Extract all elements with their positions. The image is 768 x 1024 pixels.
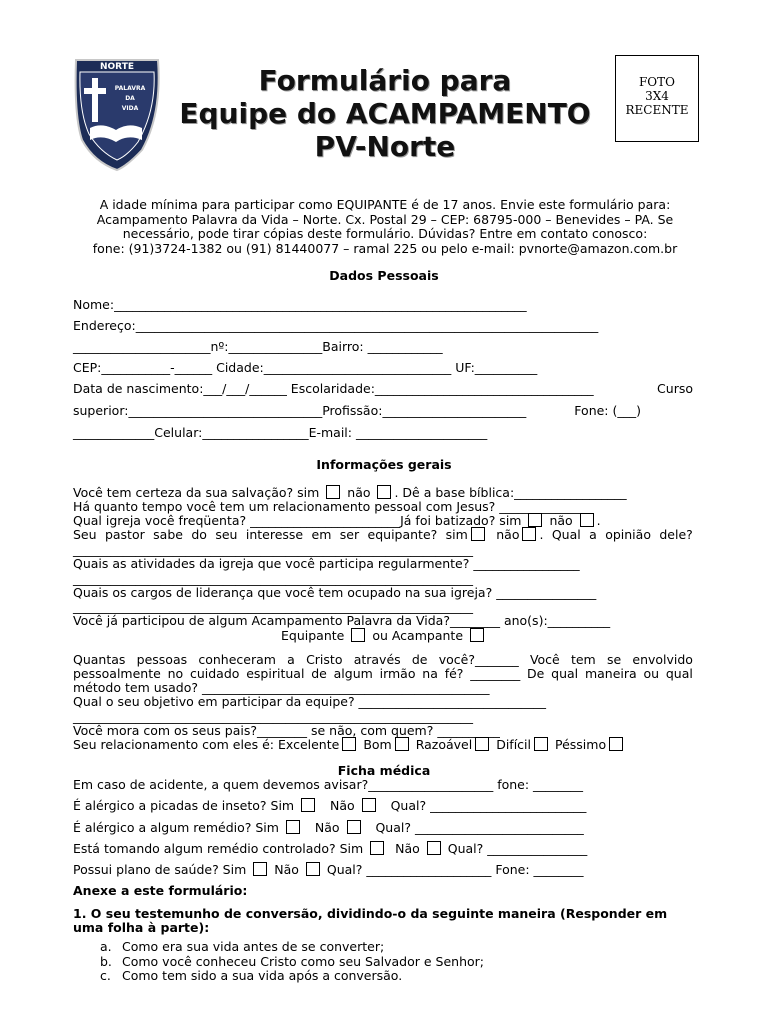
anexo-item-1-line-1: 1. O seu testemunho de conversão, dividindo-o da seguinte maneira (Responder em [73, 906, 668, 921]
intro-text: A idade mínima para participar como EQUIPANTE é de 17 anos. Envie este formulário para: Acampamento Palavra da Vida – Norte. Cx. Postal 29 – CEP: 68795-000 – Benevides – PA. Se necessário, pode tirar cópias deste formulário. Dúvidas? Entre em contato conosco: fone: (91)3724-1382 ou (91) 81440077 – ramal 225 ou pelo e-mail: pvnorte@amazon.com.br [92, 197, 678, 256]
controlado-sim-checkbox[interactable] [370, 841, 384, 855]
testemunho-subitems [100, 940, 484, 984]
pessoas-question: Quantas pessoas conheceram a Cristo através de você?_______ Você tem se envolvido [73, 652, 693, 667]
list-item: c. Como tem sido a sua vida após a conversão. [100, 968, 403, 983]
acampante-checkbox[interactable] [470, 628, 484, 642]
objetivo-answer-line[interactable]: ________________________________________________________________ [73, 709, 473, 724]
nascimento-escolaridade-field[interactable]: Data de nascimento:___/___/______ Escolaridade:___________________________________ Curso [73, 381, 693, 396]
photo-placeholder-box: FOTO 3X4 RECENTE [615, 55, 699, 142]
remedio-nao-checkbox[interactable] [347, 820, 361, 834]
atividades-question[interactable]: Quais as atividades da igreja que você participa regularmente? _________________ [73, 556, 580, 571]
objetivo-question[interactable]: Qual o seu objetivo em participar da equipe? ______________________________ [73, 694, 547, 709]
section-title-dados-pessoais: Dados Pessoais [329, 268, 439, 283]
acidente-question[interactable]: Em caso de acidente, a quem devemos avisar?____________________ fone: ________ [73, 777, 584, 792]
endereco-field[interactable]: Endereço:__________________________________________________________________________ [73, 318, 599, 333]
title-line-1: Formulário para [258, 64, 512, 97]
svg-text:VIDA: VIDA [121, 105, 139, 112]
cargos-answer-line[interactable]: ________________________________________________________________ [73, 599, 473, 614]
atividades-answer-line[interactable]: ________________________________________________________________ [73, 571, 473, 586]
numero-bairro-field[interactable]: ______________________nº:_______________Bairro: ____________ [73, 339, 443, 354]
participou-question[interactable]: Você já participou de algum Acampamento Palavra da Vida?________ ano(s):__________ [73, 613, 611, 628]
cep-cidade-uf-field[interactable]: CEP:___________-______ Cidade:______________________________ UF:__________ [73, 360, 538, 375]
plano-nao-checkbox[interactable] [306, 862, 320, 876]
anexo-title: Anexe a este formulário: [73, 883, 248, 898]
pastor-question: Seu pastor sabe do seu interesse em ser equipante? sim não . Qual a opinião dele? [73, 527, 693, 542]
plano-sim-checkbox[interactable] [253, 862, 267, 876]
pessoalmente-question: pessoalmente no cuidado espiritual de algum irmão na fé? ________ De qual maneira ou qual [73, 666, 693, 681]
bom-checkbox[interactable] [395, 737, 409, 751]
controlado-nao-checkbox[interactable] [427, 841, 441, 855]
title-line-3: PV-Norte [314, 130, 456, 163]
cargos-question[interactable]: Quais os cargos de liderança que você tem ocupado na sua igreja? ________________ [73, 585, 597, 600]
section-title-informacoes-gerais: Informações gerais [316, 457, 452, 472]
tempo-relacionamento-question[interactable]: Há quanto tempo você tem um relacionamento pessoal com Jesus? ______________ [73, 499, 587, 514]
mora-pais-question[interactable]: Você mora com os seus pais?________ se não, com quem? __________ [73, 723, 500, 738]
logo-text: NORTE [100, 62, 134, 72]
remedio-sim-checkbox[interactable] [286, 820, 300, 834]
controlado-question: Está tomando algum remédio controlado? Sim Não Qual? ________________ [73, 841, 588, 856]
dificil-checkbox[interactable] [534, 737, 548, 751]
inseto-question: É alérgico a picadas de inseto? Sim Não Qual? _________________________ [73, 798, 587, 813]
inseto-sim-checkbox[interactable] [301, 798, 315, 812]
pessimo-checkbox[interactable] [609, 737, 623, 751]
list-item: a. Como era sua vida antes de se converter; [100, 939, 385, 954]
remedio-question: É alérgico a algum remédio? Sim Não Qual? ___________________________ [73, 820, 584, 835]
svg-text:DA: DA [125, 95, 135, 102]
nome-field[interactable]: Nome:__________________________________________________________________ [73, 297, 527, 312]
plano-saude-question: Possui plano de saúde? Sim Não Qual? ____________________ Fone: ________ [73, 862, 584, 877]
igreja-question: Qual igreja você freqüenta? ________________________Já foi batizado? sim não . [73, 513, 601, 528]
relacionamento-question: Seu relacionamento com eles é: Excelente Bom Razoável Difícil Péssimo [73, 737, 626, 752]
pastor-nao-checkbox[interactable] [522, 527, 536, 541]
metodo-question[interactable]: método tem usado? ______________________________________________ [73, 680, 490, 695]
celular-email-field[interactable]: _____________Celular:_________________E-mail: _____________________ [73, 425, 488, 440]
batizado-sim-checkbox[interactable] [528, 513, 542, 527]
inseto-nao-checkbox[interactable] [362, 798, 376, 812]
equipante-checkbox[interactable] [351, 628, 365, 642]
batizado-nao-checkbox[interactable] [580, 513, 594, 527]
pastor-answer-line[interactable]: ________________________________________________________________ [73, 542, 473, 557]
salvacao-question: Você tem certeza da sua salvação? sim não . Dê a base bíblica:__________________ [73, 485, 627, 500]
salvacao-sim-checkbox[interactable] [326, 485, 340, 499]
excelente-checkbox[interactable] [342, 737, 356, 751]
form-title [140, 64, 630, 163]
salvacao-nao-checkbox[interactable] [377, 485, 391, 499]
section-title-ficha-medica: Ficha médica [337, 763, 431, 778]
list-item: b. Como você conheceu Cristo como seu Salvador e Senhor; [100, 953, 485, 969]
participou-options: Equipante ou Acampante [281, 628, 487, 643]
title-line-2: Equipe do ACAMPAMENTO [179, 97, 591, 130]
svg-text:PALAVRA: PALAVRA [114, 85, 146, 92]
superior-profissao-field[interactable]: superior:_______________________________Profissão:_______________________ Fone: (___) [73, 403, 641, 418]
pastor-sim-checkbox[interactable] [471, 527, 485, 541]
anexo-item-1-line-2: uma folha à parte): [73, 920, 210, 935]
razoavel-checkbox[interactable] [475, 737, 489, 751]
